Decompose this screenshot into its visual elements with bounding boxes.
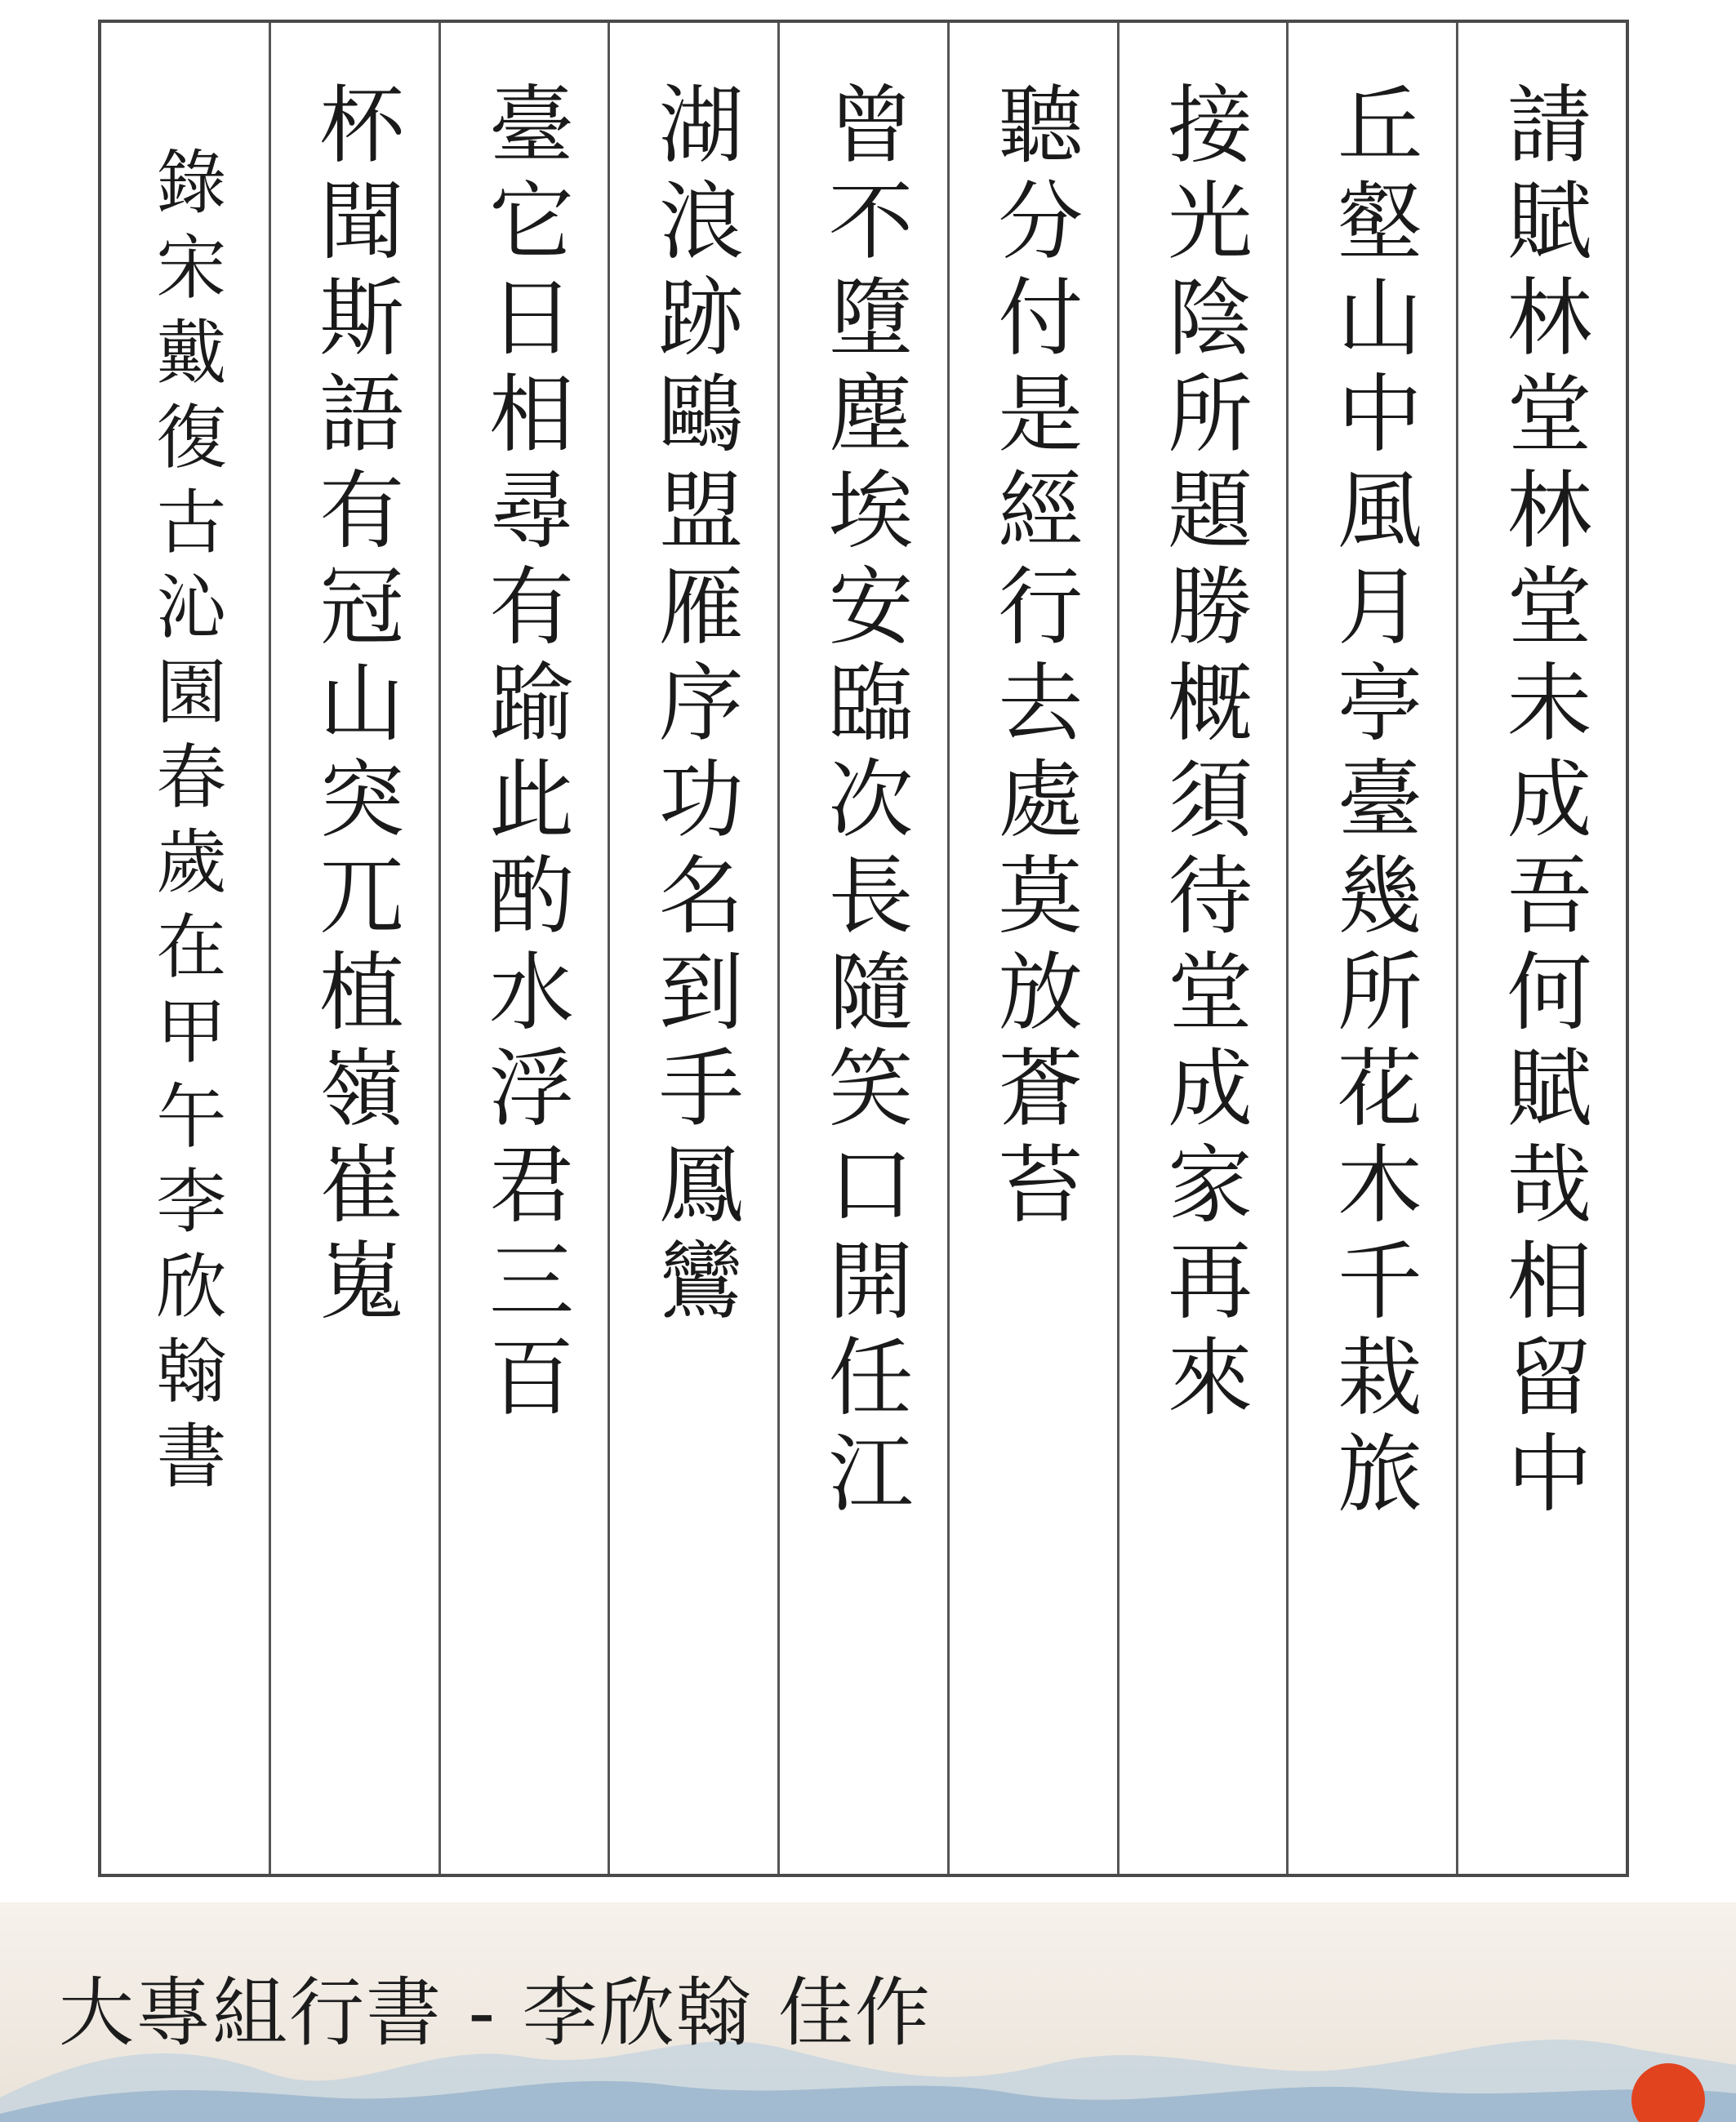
column-text: 聽分付是經行去處莫放蒼苔: [983, 80, 1084, 1236]
column-3: [1119, 23, 1289, 1874]
column-text: 接光陰所題勝概須待堂成家再來: [1153, 80, 1253, 1429]
caption-banner: [0, 1902, 1736, 2122]
column-7: [441, 23, 611, 1874]
column-4: [950, 23, 1119, 1874]
column-text: 杯聞斯語有冠山突兀植嶺崔嵬: [305, 80, 405, 1332]
column-text: 臺它日相尋有踰此酌水浮君三百: [474, 80, 574, 1429]
column-8: [271, 23, 441, 1874]
column-grid: [98, 20, 1629, 1877]
column-text: 湖浪跡鷗盟雁序功名到手鳳鸞: [643, 80, 744, 1332]
column-9: [101, 23, 271, 1874]
colophon-text: 錄宋戴復古沁園春歲在甲午李欣翰書: [144, 145, 226, 1504]
column-text: 請賦林堂林堂未成吾何賦哉相留中: [1492, 80, 1592, 1525]
caption-title: 大專組行書 - 李欣翰 佳作: [59, 1969, 932, 2057]
column-2: [1289, 23, 1458, 1874]
column-text: 曾不墮塵埃安臨次長隨笑口開任江: [813, 80, 914, 1525]
column-5: [780, 23, 950, 1874]
column-text: 丘壑山中風月亭臺幾所花木千栽旅: [1322, 80, 1422, 1525]
column-1: [1458, 23, 1626, 1874]
column-6: [610, 23, 780, 1874]
